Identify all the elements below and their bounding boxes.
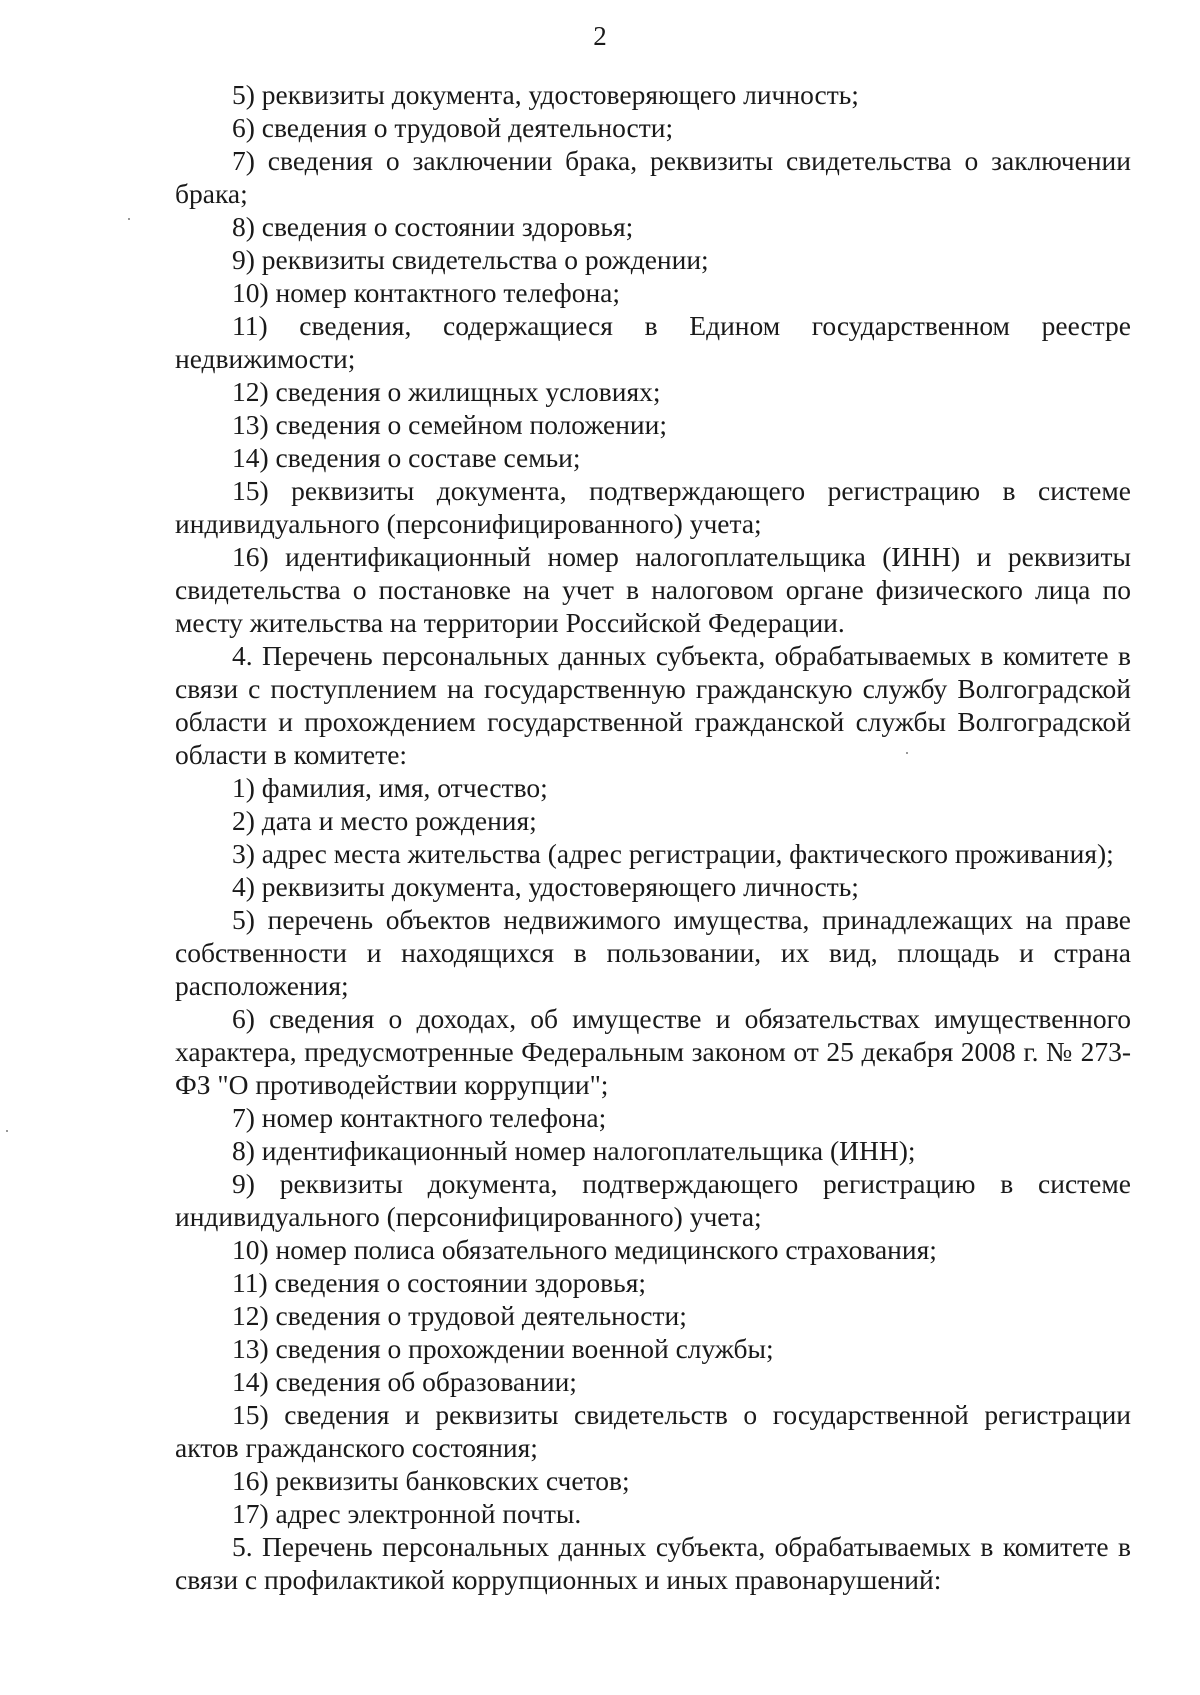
list-item: 7) сведения о заключении брака, реквизиты свидетельства о заключении брака;: [175, 145, 1131, 209]
list-item: 2) дата и место рождения;: [232, 805, 537, 836]
list-item: 16) идентификационный номер налогоплательщика (ИНН) и реквизиты свидетельства о постановке на учет в налоговом органе физического лица по месту жительства на территории Российской Федерации.: [175, 541, 1131, 638]
list-item: 8) сведения о состоянии здоровья;: [232, 211, 634, 242]
list-item: 5) реквизиты документа, удостоверяющего личность;: [232, 79, 859, 110]
list-item: 13) сведения о семейном положении;: [232, 409, 668, 440]
scan-speck: [906, 752, 908, 754]
list-item: 7) номер контактного телефона;: [232, 1102, 607, 1133]
list-item: 10) номер полиса обязательного медицинского страхования;: [232, 1234, 937, 1265]
section-paragraph: 5. Перечень персональных данных субъекта, обрабатываемых в комитете в связи с профилактикой коррупционных и иных правонарушений:: [175, 1531, 1131, 1595]
list-item: 10) номер контактного телефона;: [232, 277, 621, 308]
list-item: 8) идентификационный номер налогоплательщика (ИНН);: [232, 1135, 916, 1166]
list-item: 9) реквизиты свидетельства о рождении;: [232, 244, 709, 275]
list-item: 11) сведения, содержащиеся в Едином государственном реестре недвижимости;: [175, 310, 1131, 374]
list-item: 15) сведения и реквизиты свидетельств о государственной регистрации актов гражданского состояния;: [175, 1399, 1131, 1463]
list-item: 6) сведения о доходах, об имуществе и обязательствах имущественного характера, предусмотренные Федеральным законом от 25 декабря 2008 г. № 273-ФЗ "О противодействии коррупции";: [175, 1003, 1131, 1100]
list-item: 12) сведения о трудовой деятельности;: [232, 1300, 687, 1331]
list-item: 1) фамилия, имя, отчество;: [232, 772, 548, 803]
list-item: 12) сведения о жилищных условиях;: [232, 376, 661, 407]
list-item: 13) сведения о прохождении военной службы;: [232, 1333, 774, 1364]
list-item: 14) сведения о составе семьи;: [232, 442, 581, 473]
list-item: 15) реквизиты документа, подтверждающего регистрацию в системе индивидуального (персонифицированного) учета;: [175, 475, 1131, 539]
list-item: 16) реквизиты банковских счетов;: [232, 1465, 630, 1496]
list-item: 11) сведения о состоянии здоровья;: [232, 1267, 646, 1298]
list-item: 5) перечень объектов недвижимого имущества, принадлежащих на праве собственности и находящихся в пользовании, их вид, площадь и страна расположения;: [175, 904, 1131, 1001]
list-item: 14) сведения об образовании;: [232, 1366, 577, 1397]
section-paragraph: 4. Перечень персональных данных субъекта, обрабатываемых в комитете в связи с поступлением на государственную гражданскую службу Волгоградской области и прохождением государственной гражданской службы Волгоградской области в комитете:: [175, 640, 1131, 770]
list-item: 4) реквизиты документа, удостоверяющего личность;: [232, 871, 859, 902]
list-item: 6) сведения о трудовой деятельности;: [232, 112, 674, 143]
scan-speck: [6, 1130, 8, 1132]
list-item: 3) адрес места жительства (адрес регистрации, фактического проживания);: [232, 838, 1114, 869]
list-item: 9) реквизиты документа, подтверждающего регистрацию в системе индивидуального (персонифицированного) учета;: [175, 1168, 1131, 1232]
page-number: 2: [593, 21, 607, 51]
list-item: 17) адрес электронной почты.: [232, 1498, 582, 1529]
document-body: [175, 78, 1131, 1596]
scan-speck: [128, 218, 130, 220]
